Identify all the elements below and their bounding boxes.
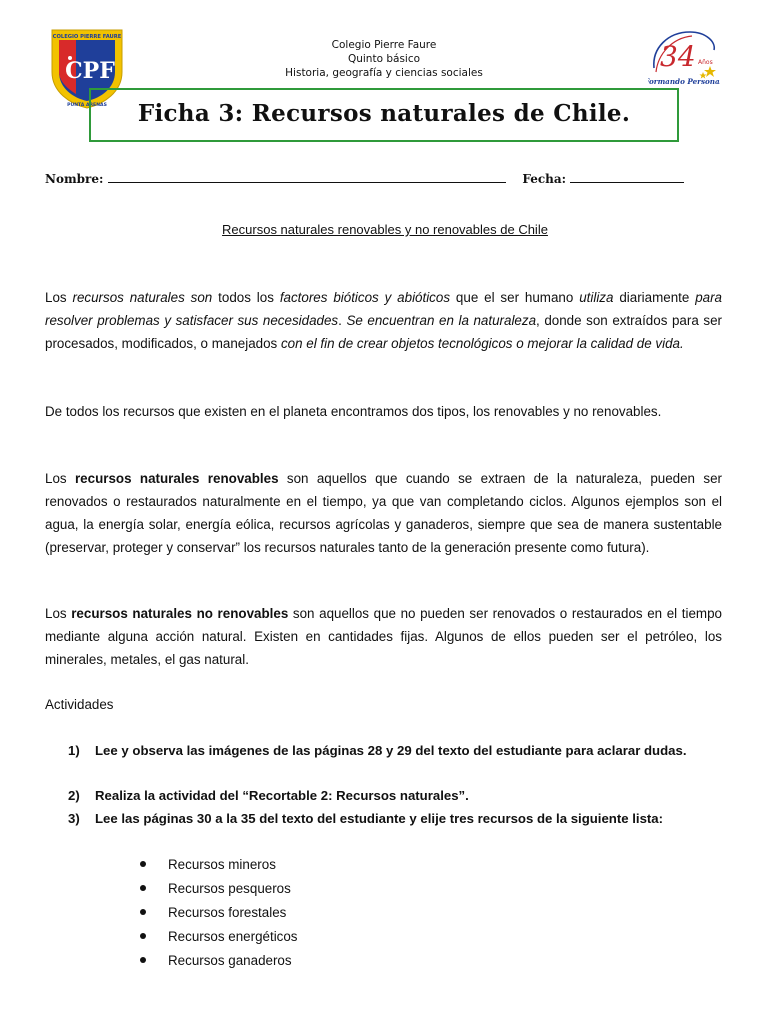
renewable-paragraph <box>45 467 722 559</box>
anniversary-motto: Formando Personas <box>648 77 720 86</box>
bullet-icon <box>140 933 146 939</box>
subject-label: Historia, geografía y ciencias sociales <box>285 67 483 79</box>
activity-text: Realiza la actividad del “Recortable 2: Recursos naturales”. <box>95 788 469 803</box>
bullet-icon <box>140 861 146 867</box>
crest-bottom-text: PUNTA ARENAS <box>67 103 107 108</box>
nonrenewable-paragraph <box>45 602 722 671</box>
nonrenewable-text: son aquellos que no pueden ser renovados o restaurados en el tiempo mediante alguna acción natural. Existen en cantidades fijas. Algunos de ellos pueden ser el petróleo, los minerales, metales, el gas natural. <box>45 606 722 667</box>
school-name: Colegio Pierre Faure <box>331 39 437 51</box>
school-header <box>200 38 568 80</box>
list-item <box>140 853 276 876</box>
list-item-label: Recursos ganaderos <box>168 953 292 968</box>
list-item-label: Recursos energéticos <box>168 929 298 944</box>
section-subtitle: Recursos naturales renovables y no renovables de Chile <box>222 222 548 237</box>
bullet-icon <box>140 909 146 915</box>
activity-text: Lee las páginas 30 a la 35 del texto del estudiante y elije tres recursos de la siguiente lista: <box>95 811 664 826</box>
activities-heading: Actividades <box>45 697 114 712</box>
intro-italic: utiliza <box>579 290 614 305</box>
intro-paragraph <box>45 286 722 355</box>
renewable-lead: Los <box>45 471 67 486</box>
activity-number: 3) <box>68 811 80 826</box>
intro-italic: para resolver problemas y satisfacer sus necesidades <box>45 290 723 328</box>
intro-text: que el ser humano <box>455 290 574 305</box>
grade-label: Quinto básico <box>347 53 421 65</box>
nonrenewable-term: recursos naturales no renovables <box>71 606 289 621</box>
list-item <box>140 949 292 972</box>
activity-number: 2) <box>68 788 80 803</box>
crest-letters: CPF <box>65 58 115 84</box>
intro-text: diariamente <box>619 290 690 305</box>
date-field[interactable] <box>570 171 684 183</box>
intro-italic: factores bióticos y abióticos <box>279 290 451 305</box>
activity-item <box>68 784 722 807</box>
crest-top-text: COLEGIO PIERRE FAURE <box>52 34 122 40</box>
intro-italic: Se encuentran en la naturaleza <box>346 313 537 328</box>
list-item <box>140 901 286 924</box>
types-paragraph: De todos los recursos que existen en el planeta encontramos dos tipos, los renovables y no renovables. <box>45 404 662 419</box>
renewable-term: recursos naturales renovables <box>74 471 279 486</box>
page-title: Ficha 3: Recursos naturales de Chile. <box>137 100 631 127</box>
list-item-label: Recursos forestales <box>168 905 287 920</box>
activity-item <box>68 739 722 762</box>
nonrenewable-lead: Los <box>45 606 67 621</box>
list-item-label: Recursos mineros <box>168 857 276 872</box>
intro-text: , donde son extraídos para ser procesados, modificados, o manejados <box>45 313 722 351</box>
anniversary-word: Años <box>698 59 713 66</box>
renewable-text: son aquellos que cuando se extraen de la naturaleza, pueden ser renovados o restaurados naturalmente en el tiempo, ya que van completando ciclos. Algunos ejemplos son el agua, la energía solar, energía eólica, recursos agrícolas y ganaderos, siempre que sea de manera sustentable (preservar, proteger y conservar” los recursos naturales tanto de la generación presente como futura). <box>45 471 722 555</box>
title-box <box>89 88 679 142</box>
bullet-icon <box>140 957 146 963</box>
intro-italic: recursos naturales son <box>72 290 213 305</box>
name-date-line <box>45 171 725 186</box>
activity-text: Lee y observa las imágenes de las páginas 28 y 29 del texto del estudiante para aclarar dudas. <box>95 743 687 758</box>
date-label: Fecha: <box>522 172 567 186</box>
intro-text: todos los <box>218 290 274 305</box>
list-item <box>140 877 291 900</box>
anniversary-number: 34 <box>660 40 696 73</box>
star-icon <box>704 66 716 77</box>
activity-item <box>68 807 722 830</box>
anniversary-logo <box>648 28 720 90</box>
intro-italic: con el fin de crear objetos tecnológicos o mejorar la calidad de vida. <box>280 336 684 351</box>
activity-number: 1) <box>68 743 80 758</box>
list-item <box>140 925 298 948</box>
name-label: Nombre: <box>45 172 104 186</box>
name-field[interactable] <box>108 171 506 183</box>
list-item-label: Recursos pesqueros <box>168 881 291 896</box>
intro-text: Los <box>45 290 67 305</box>
bullet-icon <box>140 885 146 891</box>
intro-text: . <box>338 313 342 328</box>
